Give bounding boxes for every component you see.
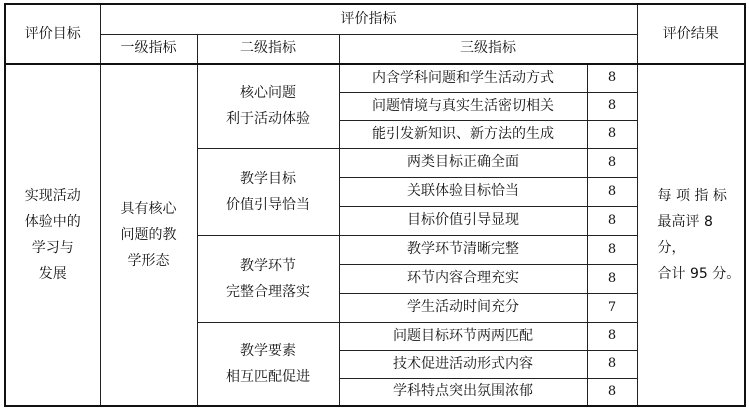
level2-line: 教学目标 (240, 170, 296, 187)
goal-line: 发展 (38, 266, 67, 282)
header-level2: 二级指标 (197, 34, 339, 64)
level2-indicator (197, 64, 339, 148)
score-cell: 8 (587, 264, 637, 293)
goal-line: 学习与 (31, 240, 74, 256)
table-row (5, 64, 745, 92)
level3-indicator: 环节内容合理充实 (339, 264, 587, 293)
level3-indicator: 问题情境与真实生活密切相关 (339, 92, 587, 120)
level3-indicator: 学科特点突出氛围浓郁 (339, 378, 587, 406)
header-row-1 (5, 4, 745, 34)
header-row-2 (5, 34, 745, 64)
score-cell: 8 (587, 148, 637, 177)
score-cell: 8 (587, 206, 637, 235)
score-cell: 8 (587, 120, 637, 148)
level2-line: 核心问题 (240, 85, 296, 102)
evaluation-table-container (4, 3, 746, 407)
result-line: 合计 95 分。 (657, 266, 741, 282)
level3-indicator: 问题目标环节两两匹配 (339, 322, 587, 350)
score-cell: 8 (587, 378, 637, 406)
level3-indicator: 目标价值引导显现 (339, 206, 587, 235)
level3-indicator: 内含学科问题和学生活动方式 (339, 64, 587, 92)
level1-line: 具有核心 (120, 201, 177, 217)
level1-indicator (100, 64, 197, 406)
level3-indicator: 教学环节清晰完整 (339, 235, 587, 264)
header-level1: 一级指标 (100, 34, 197, 64)
level2-indicator (197, 148, 339, 235)
score-cell: 7 (587, 293, 637, 322)
score-cell: 8 (587, 177, 637, 206)
header-indicators: 评价指标 (100, 4, 637, 34)
level2-indicator (197, 322, 339, 406)
level2-indicator (197, 235, 339, 322)
level2-line: 相互匹配促进 (226, 368, 310, 385)
header-result: 评价结果 (637, 4, 745, 64)
level1-line: 问题的教 (120, 227, 177, 243)
header-target: 评价目标 (5, 4, 100, 64)
goal-line: 体验中的 (24, 214, 81, 230)
score-cell: 8 (587, 64, 637, 92)
score-cell: 8 (587, 235, 637, 264)
level3-indicator: 关联体验目标恰当 (339, 177, 587, 206)
evaluation-table (4, 3, 746, 407)
level3-indicator: 两类目标正确全面 (339, 148, 587, 177)
level2-line: 价值引导恰当 (226, 196, 310, 213)
level1-line: 学形态 (127, 253, 170, 269)
level2-line: 完整合理落实 (226, 283, 310, 300)
evaluation-goal (5, 64, 100, 406)
level3-indicator: 技术促进活动形式内容 (339, 350, 587, 378)
evaluation-result (637, 64, 745, 406)
score-cell: 8 (587, 322, 637, 350)
score-cell: 8 (587, 350, 637, 378)
score-cell: 8 (587, 92, 637, 120)
level3-indicator: 能引发新知识、新方法的生成 (339, 120, 587, 148)
level2-line: 教学要素 (240, 342, 296, 359)
result-line: 每 项 指 标 (657, 188, 727, 204)
level3-indicator: 学生活动时间充分 (339, 293, 587, 322)
level2-line: 利于活动体验 (226, 111, 310, 128)
goal-line: 实现活动 (24, 188, 81, 204)
result-line: 最高评 8 分， (657, 214, 713, 256)
header-level3: 三级指标 (339, 34, 637, 64)
level2-line: 教学环节 (240, 257, 296, 274)
